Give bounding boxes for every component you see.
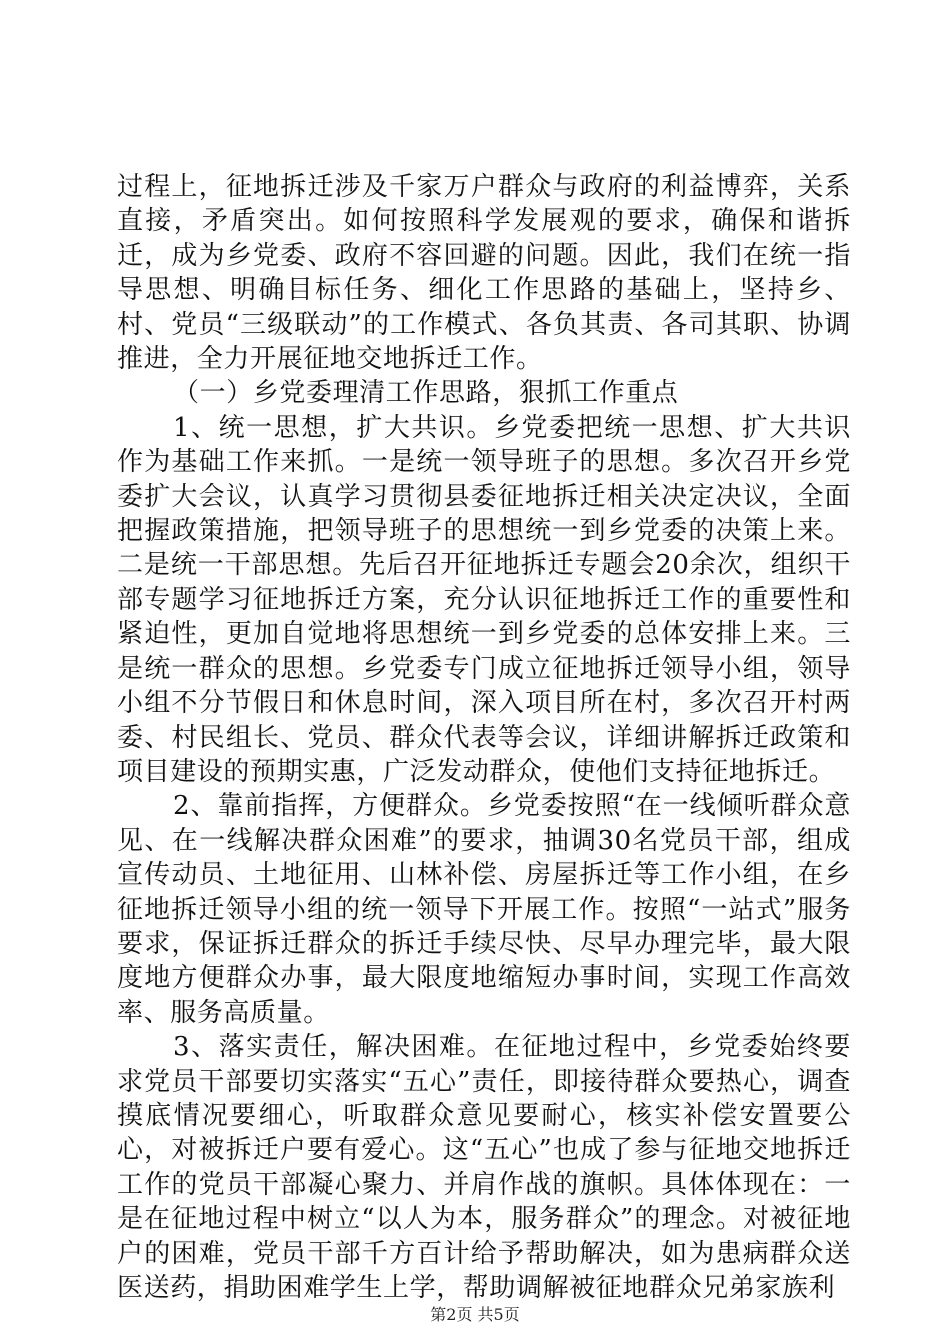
page-total: 共5页: [477, 1305, 520, 1324]
page-number: 第2页: [430, 1305, 473, 1324]
document-body: [117, 170, 851, 1305]
paragraph-intro: 过程上，征地拆迁涉及千家万户群众与政府的利益博弈，关系直接，矛盾突出。如何按照科学发展观的要求，确保和谐拆迁，成为乡党委、政府不容回避的问题。因此，我们在统一指导思想、明确目标任务、细化工作思路的基础上，坚持乡、村、党员“三级联动”的工作模式、各负其责、各司其职、协调推进，全力开展征地交地拆迁工作。: [117, 172, 851, 375]
page-footer: [0, 1305, 950, 1325]
section-heading: （一）乡党委理清工作思路，狠抓工作重点: [173, 378, 679, 409]
paragraph-item-2: 2、靠前指挥，方便群众。乡党委按照“在一线倾听群众意见、在一线解决群众困难”的要求，抽调30名党员干部，组成宣传动员、土地征用、山林补偿、房屋拆迁等工作小组，在乡征地拆迁领导小组的统一领导下开展工作。按照“一站式”服务要求，保证拆迁群众的拆迁手续尽快、尽早办理完毕，最大限度地方便群众办事，最大限度地缩短办事时间，实现工作高效率、服务高质量。: [117, 791, 851, 1028]
paragraph-item-1: 1、统一思想，扩大共识。乡党委把统一思想、扩大共识作为基础工作来抓。一是统一领导班子的思想。多次召开乡党委扩大会议，认真学习贯彻县委征地拆迁相关决定决议，全面把握政策措施，把领导班子的思想统一到乡党委的决策上来。二是统一干部思想。先后召开征地拆迁专题会20余次，组织干部专题学习征地拆迁方案，充分认识征地拆迁工作的重要性和紧迫性，更加自觉地将思想统一到乡党委的总体安排上来。三是统一群众的思想。乡党委专门成立征地拆迁领导小组，领导小组不分节假日和休息时间，深入项目所在村，多次召开村两委、村民组长、党员、群众代表等会议，详细讲解拆迁政策和项目建设的预期实惠，广泛发动群众，使他们支持征地拆迁。: [117, 412, 851, 787]
paragraph-item-3: 3、落实责任，解决困难。在征地过程中，乡党委始终要求党员干部要切实落实“五心”责任，即接待群众要热心，调查摸底情况要细心，听取群众意见要耐心，核实补偿安置要公心，对被拆迁户要有爱心。这“五心”也成了参与征地交地拆迁工作的党员干部凝心聚力、并肩作战的旗帜。具体体现在：一是在征地过程中树立“以人为本，服务群众”的理念。对被征地户的困难，党员干部千方百计给予帮助解决，如为患病群众送医送药，捐助困难学生上学，帮助调解被征地群众兄弟家族利: [117, 1032, 851, 1303]
